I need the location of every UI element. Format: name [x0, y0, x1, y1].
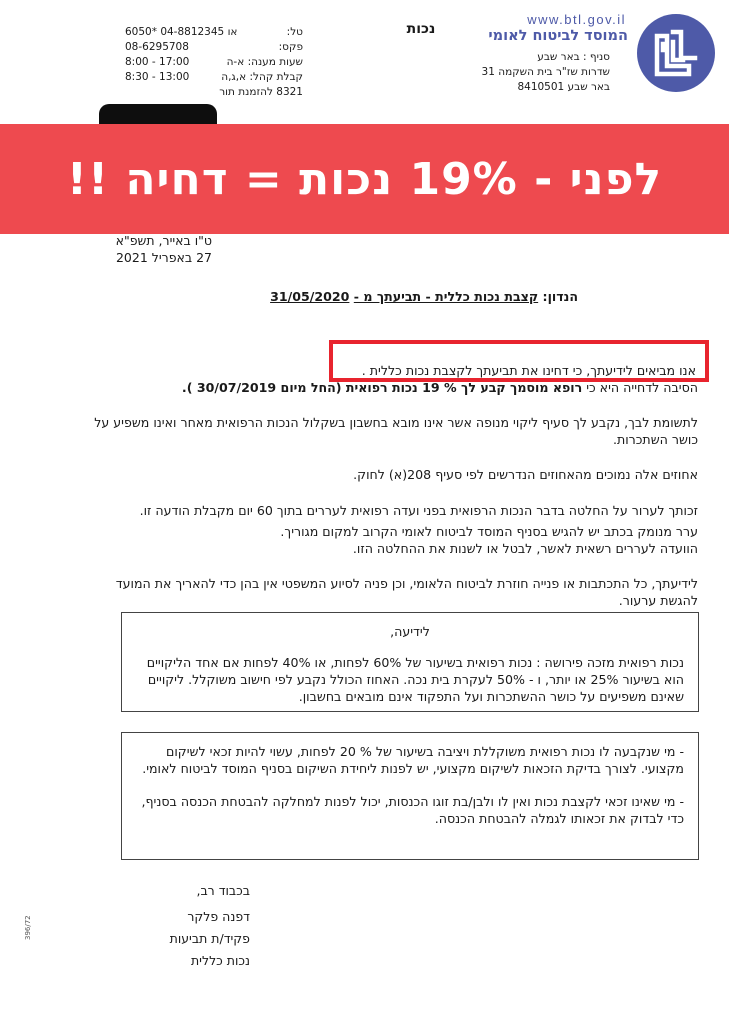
- doc-type: נכות: [406, 21, 436, 37]
- paragraph-1: לתשומת לבך, נקבע לך סעיף ליקוי מנופה אשר אינו מובא בחשבון בשקלול הנכות הרפואית מאחר ואינו משפיע על כושר השתכרות.: [94, 415, 698, 447]
- gregorian-date: 27 באפריל 2021: [115, 250, 212, 265]
- signer-role: פקיד/ת תביעות: [169, 931, 250, 946]
- info-box-1-text: נכות רפואית מזכה פירושה : נכות רפואית בשיעור של 60% לפחות, או 40% לפחות אם אחד הליקויים הוא בשיעור 25% או יותר, ו - 50% לעקרת בית נכה. האחוז הכולל נקבע לפי חישוב משוקלל. ליקויים שאינם משפיעים על כושר ההשתכרות ועל התפקוד אינם מובאים בחשבון.: [146, 655, 684, 704]
- hebrew-date: ט"ו באייר, תשפ"א: [115, 233, 212, 248]
- subject-label: הנדון:: [542, 289, 578, 304]
- paragraph-5: לידיעתך, כל התכתבות או פנייה חוזרת לביטוח הלאומי, וכן פניה לסיוע המשפטי אין בהן כדי להאריך את המועד להגשת ערעור.: [115, 576, 698, 608]
- paragraph-3: זכותך לערור על החלטה בדבר הנכות הרפואית בפני ועדה רפואית לעררים בתוך 60 יום מקבלת הודעה זו.: [139, 503, 698, 518]
- appointment-line: 8321 להזמנת תור: [219, 86, 303, 98]
- info-box-2-item-1: - מי שנקבעה לו נכות רפואית משוקללת ויציבה בשיעור של % 20 לפחות, עשוי להיות זכאי לשיקום מקצועי. לצורך בדיקת הזכאות לשיקום מקצועי, יש לפנות ליחידת השיקום בסניף המוסד לביטוח לאומי.: [142, 744, 684, 776]
- info-box-1: [121, 612, 699, 712]
- contact-value: 08-6295708: [125, 41, 189, 53]
- contact-value: 8:30 - 13:00: [125, 71, 190, 83]
- contact-key: קבלת קהל: א,ג,ה: [221, 71, 303, 83]
- contact-value: 8:00 - 17:00: [125, 56, 190, 68]
- subject-text: קצבת נכות כללית - תביעתך מ -: [353, 289, 539, 304]
- banner-text: לפני - 19% נכות = דחיה !!: [66, 153, 663, 205]
- contact-row: [125, 70, 303, 85]
- info-box-1-title: לידיעה,: [390, 624, 430, 639]
- intro-line: אנו מביאים לידיעתך, כי דחינו את תביעתך לקצבת נכות כללית .: [361, 363, 696, 378]
- contact-key: טל:: [286, 26, 303, 38]
- subject-date: 31/05/2020: [270, 289, 350, 304]
- paragraph-4: [90, 523, 698, 557]
- signer-name: דפנה פלקר: [187, 909, 250, 924]
- reason-prefix: הסיבה לדחייה היא כי: [586, 380, 698, 395]
- paragraph-2: אחוזים אלה נמוכים מהאחוזים הנדרשים לפי סעיף 208(א) לחוק.: [353, 467, 698, 482]
- reason-bold: רופא מוסמך קבע לך % 19 נכות רפואית (החל מיום 30/07/2019 ).: [181, 380, 583, 395]
- org-name: המוסד לביטוח לאומי: [488, 28, 628, 44]
- contact-row: [125, 25, 303, 40]
- contact-key: פקס:: [278, 41, 303, 53]
- form-code: 396/72: [24, 915, 32, 940]
- contact-row: [125, 40, 303, 55]
- letter-date: [100, 232, 212, 266]
- branch-line: סניף : באר שבע: [537, 51, 610, 63]
- subject-line: [150, 289, 578, 304]
- closing: בכבוד רב,: [196, 883, 250, 898]
- red-banner: [0, 124, 729, 234]
- btl-logo: [637, 14, 715, 92]
- branch-address: [420, 50, 610, 95]
- contact-row: [125, 55, 303, 70]
- paragraph-4-line-1: ערר מנומק בכתב יש להגיש בסניף המוסד לביטוח לאומי הקרוב למקום מגוריך.: [280, 524, 698, 539]
- contact-block: [125, 25, 303, 100]
- info-box-2: [121, 732, 699, 860]
- signature-block: [130, 880, 250, 972]
- site-url: www.btl.gov.il: [527, 12, 626, 27]
- reason-line: [120, 379, 698, 396]
- paragraph-4-line-2: הוועדה לעררים רשאית לאשר, לבטל או לשנות את ההחלטה הזו.: [352, 541, 698, 556]
- highlight-box: [329, 340, 709, 382]
- signer-dept: נכות כללית: [190, 953, 250, 968]
- street-line: שדרות שז"ר בית השקמה 31: [481, 66, 610, 78]
- info-box-2-item-2: - מי שאינו זכאי לקצבת נכות ואין לו ולבן/בת זוגו הכנסות, יכול לפנות למחלקה להבטחת הכנסה בסניף, כדי לבדוק את זכאותו לגמלה להבטחת הכנסה.: [141, 794, 684, 826]
- contact-value: 6050* או 04-8812345: [125, 26, 238, 38]
- contact-key: שעות מענה: א-ה: [226, 56, 303, 68]
- city-line: באר שבע 8410501: [517, 81, 610, 93]
